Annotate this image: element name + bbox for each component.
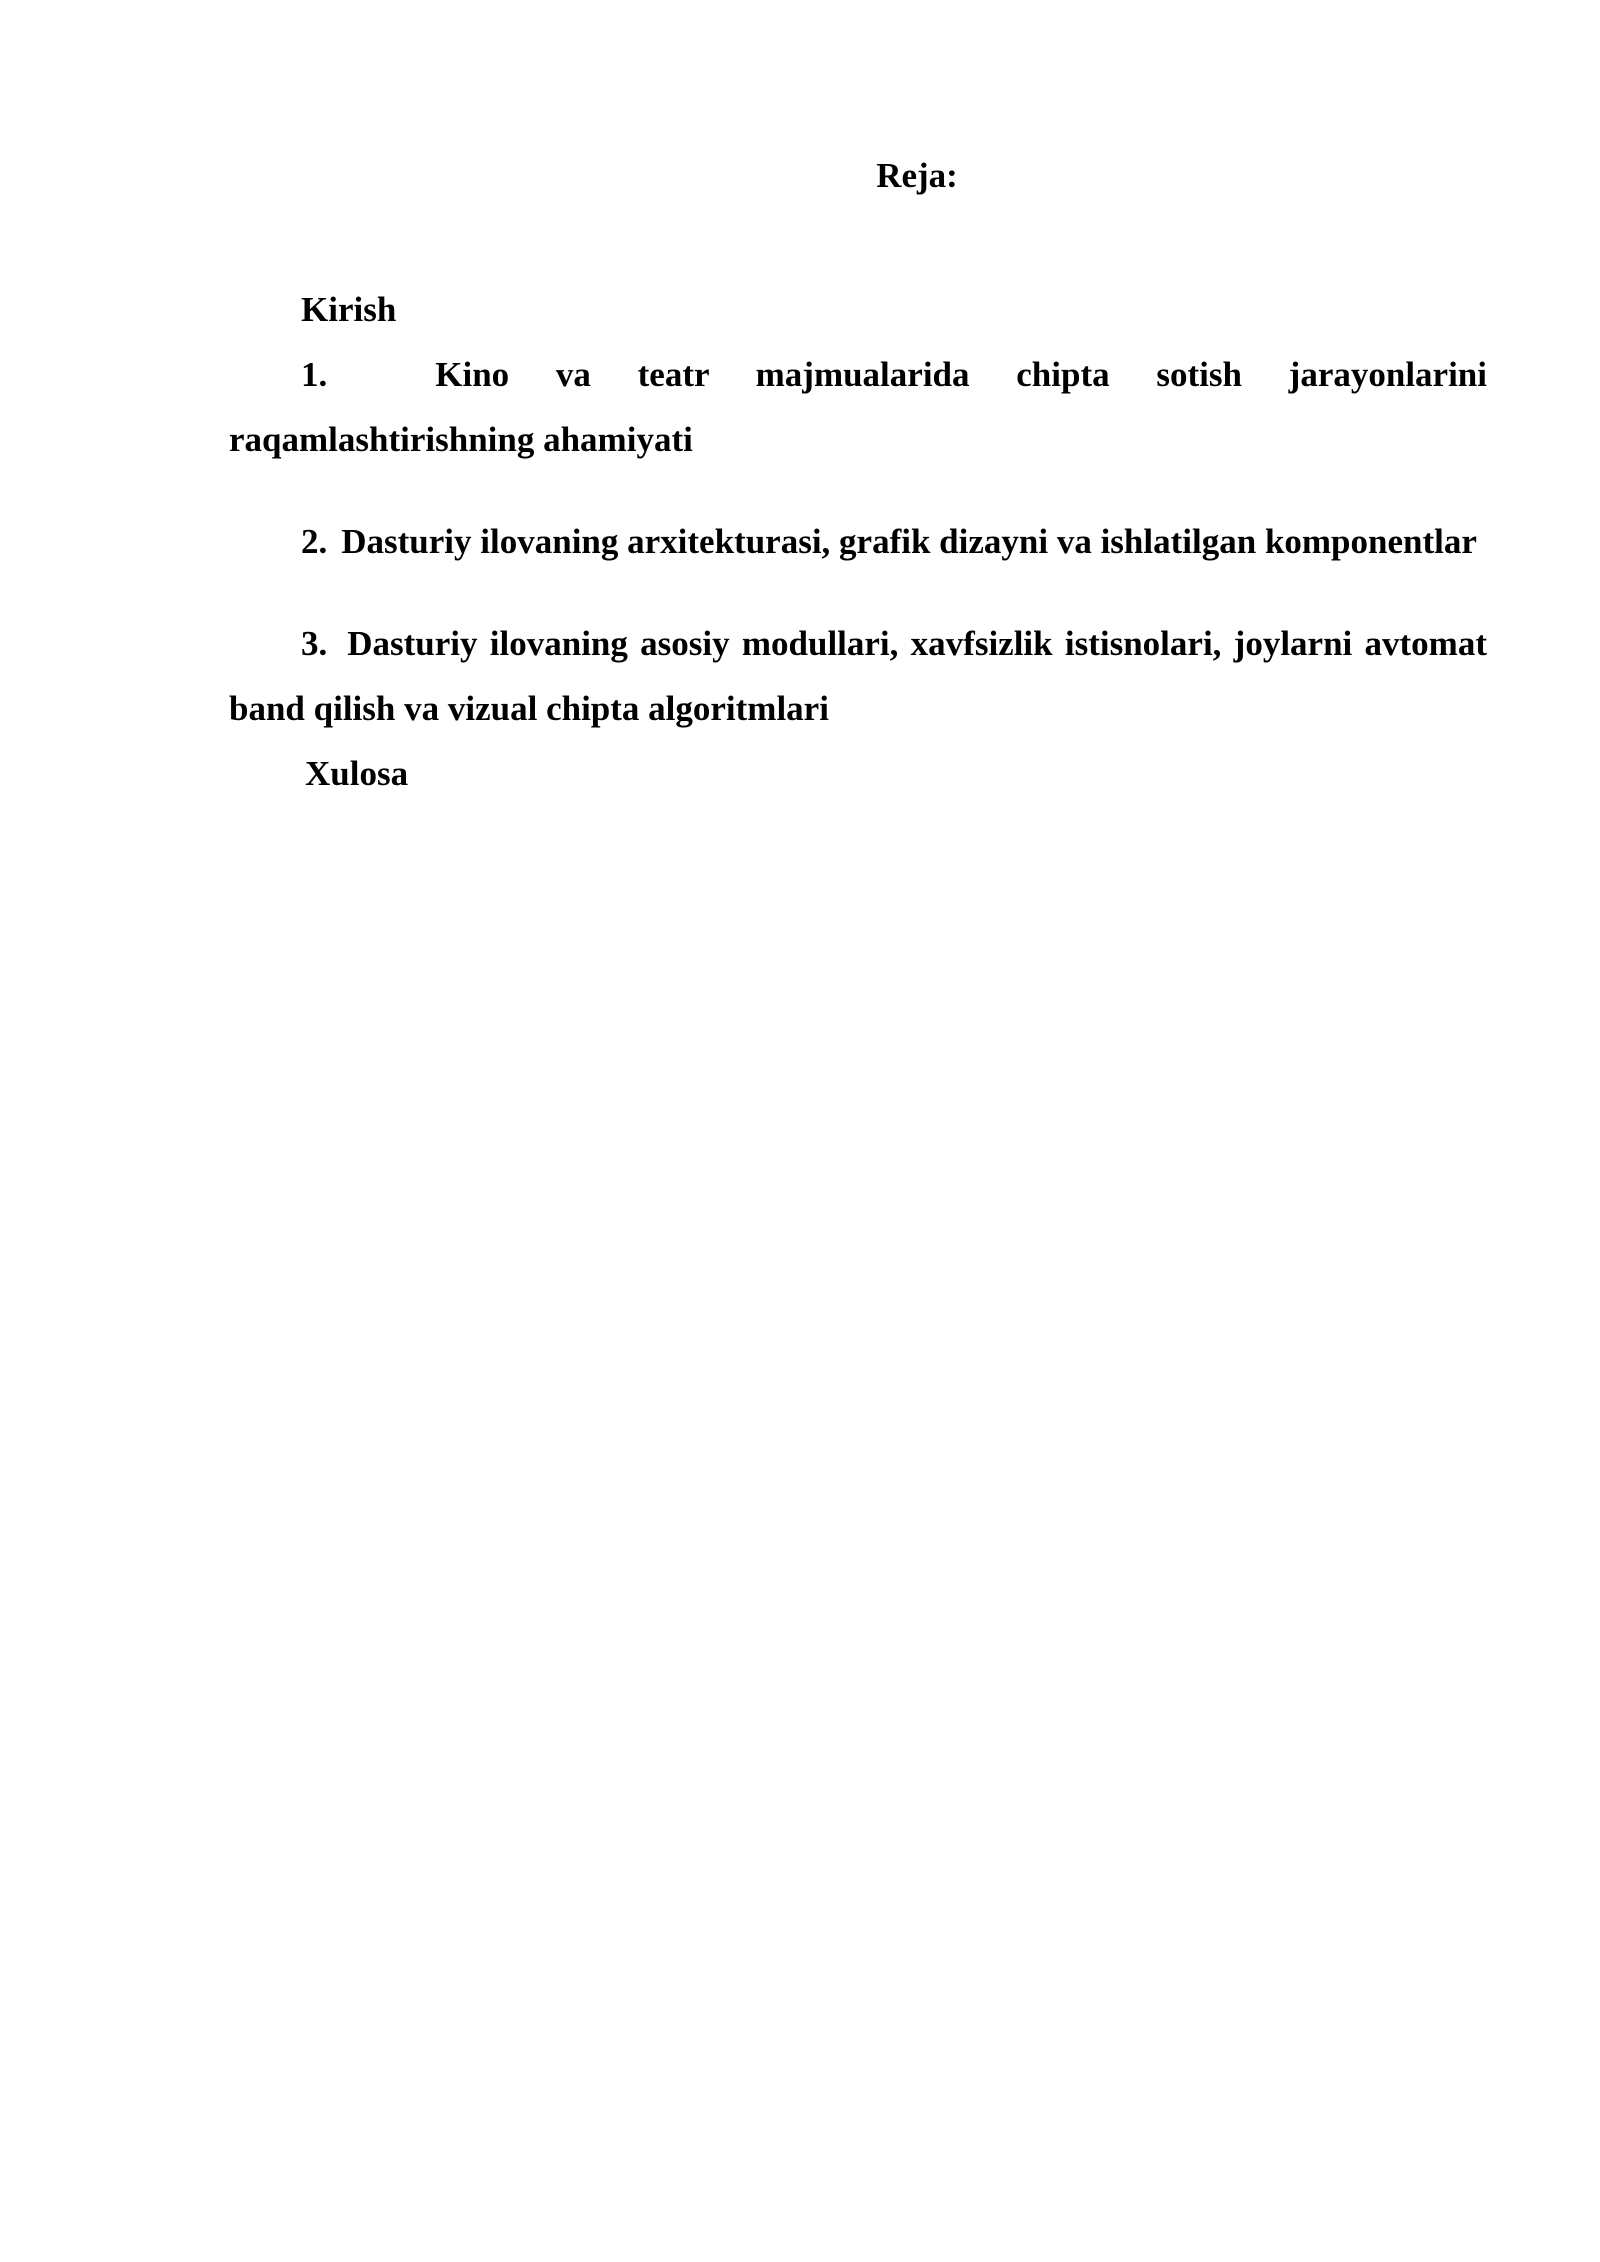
intro-heading: Kirish xyxy=(301,290,397,329)
document-content xyxy=(229,150,1487,806)
plan-item-3 xyxy=(229,611,1487,741)
plan-item-2-text: Dasturiy ilovaning arxitekturasi, grafik dizayni va ishlatilgan komponentlar xyxy=(341,522,1477,561)
title-spacer xyxy=(229,215,1487,277)
page-title: Reja: xyxy=(876,156,958,195)
paragraph-spacer xyxy=(229,472,1487,509)
plan-item-1-text: Kino va teatr majmualarida chipta sotish jarayonlarini raqamlashtirishning ahamiyati xyxy=(229,355,1487,459)
paragraph-spacer xyxy=(229,574,1487,611)
plan-item-3-text: Dasturiy ilovaning asosiy modullari, xavfsizlik istisnolari, joylarni avtomat band qilish va vizual chipta algoritmlari xyxy=(229,624,1487,728)
plan-item-3-number: 3. xyxy=(301,624,328,663)
plan-item-1-number: 1. xyxy=(301,355,328,394)
conclusion-heading: Xulosa xyxy=(305,754,409,793)
plan-item-2 xyxy=(229,509,1487,574)
plan-item-2-number: 2. xyxy=(301,522,328,561)
plan-item-1 xyxy=(229,342,1487,472)
